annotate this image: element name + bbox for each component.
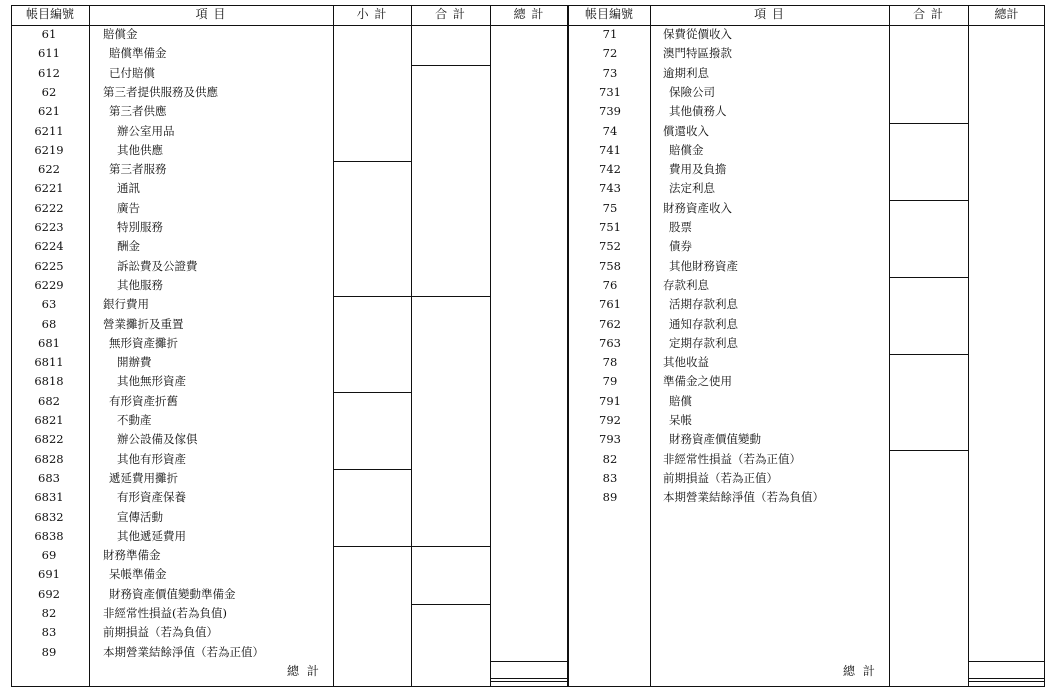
account-name: 費用及負擔	[669, 162, 727, 177]
account-code: 612	[38, 65, 60, 80]
account-code: 62	[41, 84, 57, 99]
account-code: 622	[38, 162, 60, 177]
account-name: 保險公司	[669, 84, 715, 99]
account-name: 前期損益（若為負值）	[103, 625, 218, 640]
account-name: 其他遞延費用	[117, 528, 186, 543]
account-name: 非經常性損益（若為正值）	[663, 451, 801, 466]
account-name: 澳門特區撥款	[663, 46, 732, 61]
account-name: 廣告	[117, 200, 140, 215]
account-name: 活期存款利息	[669, 297, 738, 312]
account-name: 辦公設備及傢俱	[117, 432, 198, 447]
account-name: 第三者服務	[109, 162, 167, 177]
account-code: 6225	[34, 258, 64, 273]
left-total-line	[490, 678, 568, 679]
account-name: 財務準備金	[103, 548, 161, 563]
account-code: 683	[38, 470, 60, 485]
account-code: 739	[599, 104, 621, 119]
account-name: 賠償準備金	[109, 46, 167, 61]
account-name: 辦公室用品	[117, 123, 175, 138]
account-name: 本期營業結餘淨值（若為負值）	[663, 490, 824, 505]
account-code: 741	[599, 142, 621, 157]
account-name: 通訊	[117, 181, 140, 196]
right-sum-sep	[889, 123, 968, 124]
left-header-subtotal: 小 計	[356, 7, 388, 21]
account-code: 681	[38, 335, 60, 350]
account-code: 6219	[34, 142, 64, 157]
account-name: 營業攤折及重置	[103, 316, 184, 331]
account-code: 89	[602, 490, 618, 505]
account-name: 呆帳	[669, 413, 692, 427]
account-name: 保費從價收入	[663, 27, 732, 41]
account-name: 銀行費用	[103, 297, 149, 312]
right-header-item: 項 目	[754, 7, 785, 21]
left-sum-sep	[411, 604, 490, 605]
account-code: 74	[602, 123, 618, 138]
account-name: 賠償	[669, 393, 692, 408]
account-name: 不動產	[117, 413, 152, 427]
left-subtotal-sep	[333, 392, 411, 393]
account-name: 其他服務	[117, 277, 163, 292]
left-header-item: 項 目	[195, 7, 227, 21]
account-name: 訴訟費及公證費	[117, 258, 198, 273]
account-name: 本期營業結餘淨值（若為正值）	[103, 644, 264, 659]
left-code-divider	[89, 5, 90, 687]
account-code: 76	[602, 277, 618, 292]
account-code: 6229	[34, 277, 64, 292]
right-sum-sep	[889, 354, 968, 355]
account-code: 75	[602, 200, 618, 215]
account-code: 79	[602, 374, 618, 389]
account-name: 酬金	[117, 239, 140, 254]
account-code: 6211	[34, 123, 64, 138]
account-code: 793	[599, 432, 621, 447]
account-name: 通知存款利息	[669, 316, 738, 331]
account-code: 61	[41, 27, 57, 41]
account-name: 遞延費用攤折	[109, 470, 178, 485]
account-name: 其他財務資產	[669, 258, 738, 273]
account-code: 6818	[34, 374, 64, 389]
account-code: 69	[41, 548, 57, 563]
account-code: 6828	[34, 451, 64, 466]
left-total-line	[490, 661, 568, 662]
account-code: 691	[38, 567, 60, 582]
right-total-line	[968, 681, 1045, 682]
left-header-sum: 合 計	[435, 7, 466, 21]
account-name: 財務資產價值變動準備金	[109, 586, 236, 601]
account-code: 72	[602, 46, 618, 61]
account-name: 逾期利息	[663, 65, 709, 80]
left-total-label: 總 計	[287, 664, 321, 678]
left-subtotal-sep	[333, 546, 411, 547]
account-name: 定期存款利息	[669, 335, 738, 350]
left-subtotal-sep	[333, 469, 411, 470]
account-code: 792	[599, 413, 621, 427]
account-name: 償還收入	[663, 123, 709, 138]
account-name: 第三者供應	[109, 104, 167, 119]
account-code: 6822	[34, 432, 64, 447]
account-code: 83	[602, 470, 618, 485]
account-name: 財務資產價值變動	[669, 432, 761, 447]
account-name: 有形資產保養	[117, 490, 186, 505]
account-code: 6831	[34, 490, 64, 505]
left-header-code: 帳目編號	[25, 7, 74, 21]
account-name: 股票	[669, 220, 692, 234]
account-code: 89	[41, 644, 57, 659]
account-code: 761	[599, 297, 621, 312]
right-total-line	[968, 678, 1045, 679]
account-name: 無形資產攤折	[109, 335, 178, 350]
left-total-line	[490, 681, 568, 682]
right-header-grand: 總計	[994, 7, 1019, 21]
account-code: 71	[602, 27, 618, 41]
account-name: 法定利息	[669, 181, 715, 196]
left-table-frame	[11, 5, 568, 687]
account-code: 692	[38, 586, 60, 601]
account-name: 宣傳活動	[117, 509, 163, 524]
left-sum-sep	[411, 296, 490, 297]
account-code: 682	[38, 393, 60, 408]
account-code: 78	[602, 355, 618, 370]
account-name: 第三者提供服務及供應	[103, 84, 218, 99]
account-name: 存款利息	[663, 277, 709, 292]
account-code: 73	[602, 65, 618, 80]
left-subtotal-sep	[333, 296, 411, 297]
left-sum-sep	[411, 65, 490, 66]
account-code: 762	[599, 316, 621, 331]
account-code: 6811	[34, 355, 64, 370]
account-name: 呆帳準備金	[109, 567, 167, 582]
right-sum-sep	[889, 450, 968, 451]
account-code: 752	[599, 239, 621, 254]
account-code: 731	[599, 84, 621, 99]
right-code-divider	[650, 5, 651, 687]
account-name: 財務資產收入	[663, 200, 732, 215]
account-code: 6222	[34, 200, 64, 215]
account-code: 743	[599, 181, 621, 196]
account-code: 751	[599, 220, 621, 234]
left-item-divider	[333, 5, 334, 687]
right-sum-sep	[889, 277, 968, 278]
left-header-grand: 總 計	[513, 7, 545, 21]
account-code: 82	[602, 451, 618, 466]
account-name: 其他無形資產	[117, 374, 186, 389]
account-code: 6223	[34, 220, 64, 234]
right-item-divider	[889, 5, 890, 687]
account-name: 準備金之使用	[663, 374, 732, 389]
account-code: 68	[41, 316, 57, 331]
account-name: 其他收益	[663, 355, 709, 370]
left-subtotal-divider	[411, 5, 412, 687]
account-name: 賠償金	[669, 142, 704, 157]
left-sum-divider	[490, 5, 491, 687]
right-header-code: 帳目編號	[584, 7, 633, 21]
account-name: 其他有形資產	[117, 451, 186, 466]
left-subtotal-sep	[333, 161, 411, 162]
account-code: 758	[599, 258, 621, 273]
account-code: 621	[38, 104, 60, 119]
account-name: 債券	[669, 239, 692, 254]
right-sum-sep	[889, 200, 968, 201]
left-sum-sep	[411, 546, 490, 547]
account-name: 特別服務	[117, 220, 163, 234]
account-code: 82	[41, 606, 57, 620]
account-name: 前期損益（若為正值）	[663, 470, 778, 485]
account-name: 開辦費	[117, 355, 152, 370]
account-code: 6221	[34, 181, 64, 196]
right-total-label: 總 計	[843, 664, 877, 678]
right-sum-divider	[968, 5, 969, 687]
right-header-sum: 合 計	[913, 7, 944, 21]
account-code: 6224	[34, 239, 64, 254]
account-code: 63	[41, 297, 57, 312]
account-name: 賠償金	[103, 27, 138, 41]
account-code: 763	[599, 335, 621, 350]
account-code: 6838	[34, 528, 64, 543]
account-name: 其他債務人	[669, 104, 727, 119]
account-code: 6832	[34, 509, 64, 524]
account-code: 742	[599, 162, 621, 177]
account-code: 611	[38, 46, 60, 61]
account-code: 791	[599, 393, 621, 408]
account-name: 已付賠償	[109, 65, 155, 80]
account-code: 6821	[34, 413, 64, 427]
account-name: 有形資產折舊	[109, 393, 178, 408]
account-code: 83	[41, 625, 57, 640]
right-total-line	[968, 661, 1045, 662]
account-name: 其他供應	[117, 142, 163, 157]
account-name: 非經常性損益(若為負值)	[103, 606, 227, 620]
